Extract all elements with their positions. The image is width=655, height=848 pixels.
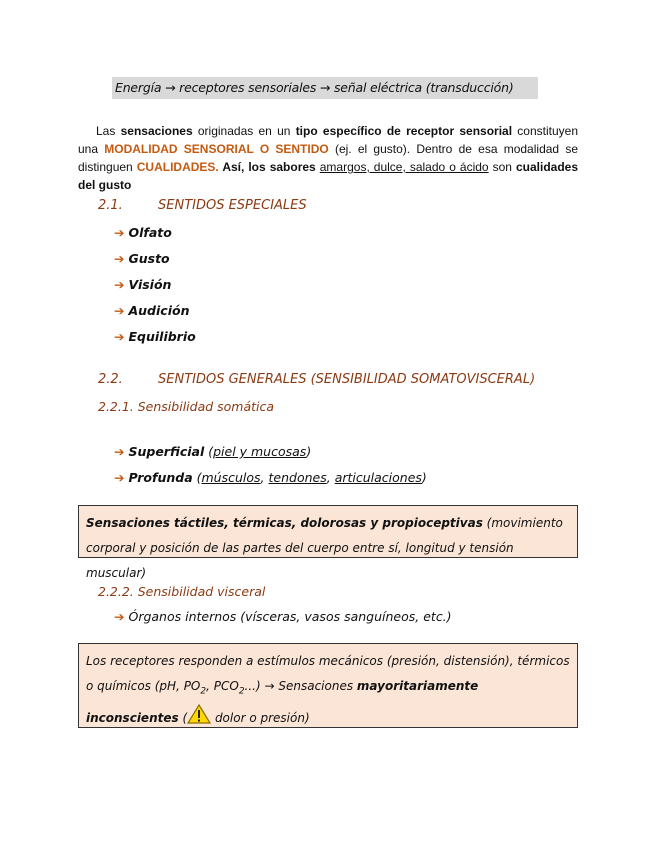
list-item: ➔ Visión (114, 277, 172, 292)
list-item: ➔ Audición (114, 303, 190, 318)
list-item-profunda: ➔ Profunda (músculos, tendones, articulaciones) (114, 470, 427, 485)
list-item: ➔ Gusto (114, 251, 170, 266)
visceral-receptors-box: Los receptores responden a estímulos mecánicos (presión, distensión), térmicos o químicos (pH, $PO_2$, $PCO_2$...) → Sensaciones mayoritariamente inconscientes ( dolor o presión) (78, 643, 578, 728)
list-item-superficial: ➔ Superficial (piel y mucosas) (114, 444, 312, 459)
heading-special-senses: 2.1. SENTIDOS ESPECIALES (98, 198, 307, 213)
warning-icon (187, 704, 211, 733)
heading-somatic: 2.2.1. Sensibilidad somática (98, 399, 275, 414)
heading-visceral: 2.2.2. Sensibilidad visceral (98, 584, 266, 599)
intro-paragraph: Las sensaciones originadas en un tipo específico de receptor sensorial constituyen una MODALIDAD SENSORIAL O SENTIDO (ej. el gusto). Dentro de esa modalidad se distinguen CUALIDADES. Así, los sabores amargos, dulce, salado o ácido son cualidades del gusto (78, 124, 579, 192)
list-item: ➔ Olfato (114, 225, 172, 240)
transduction-summary: Energía → receptores sensoriales → señal eléctrica (transducción) (112, 77, 538, 99)
somatic-sensations-box: Sensaciones táctiles, térmicas, dolorosas y propioceptivas (movimiento corporal y posición de las partes del cuerpo entre sí, longitud y tensión muscular) (78, 505, 578, 558)
heading-general-senses: 2.2. SENTIDOS GENERALES (SENSIBILIDAD SOMATOVISCERAL) (98, 372, 536, 387)
list-item-visceral: ➔ Órganos internos (vísceras, vasos sanguíneos, etc.) (114, 609, 452, 624)
list-item: ➔ Equilibrio (114, 329, 196, 344)
